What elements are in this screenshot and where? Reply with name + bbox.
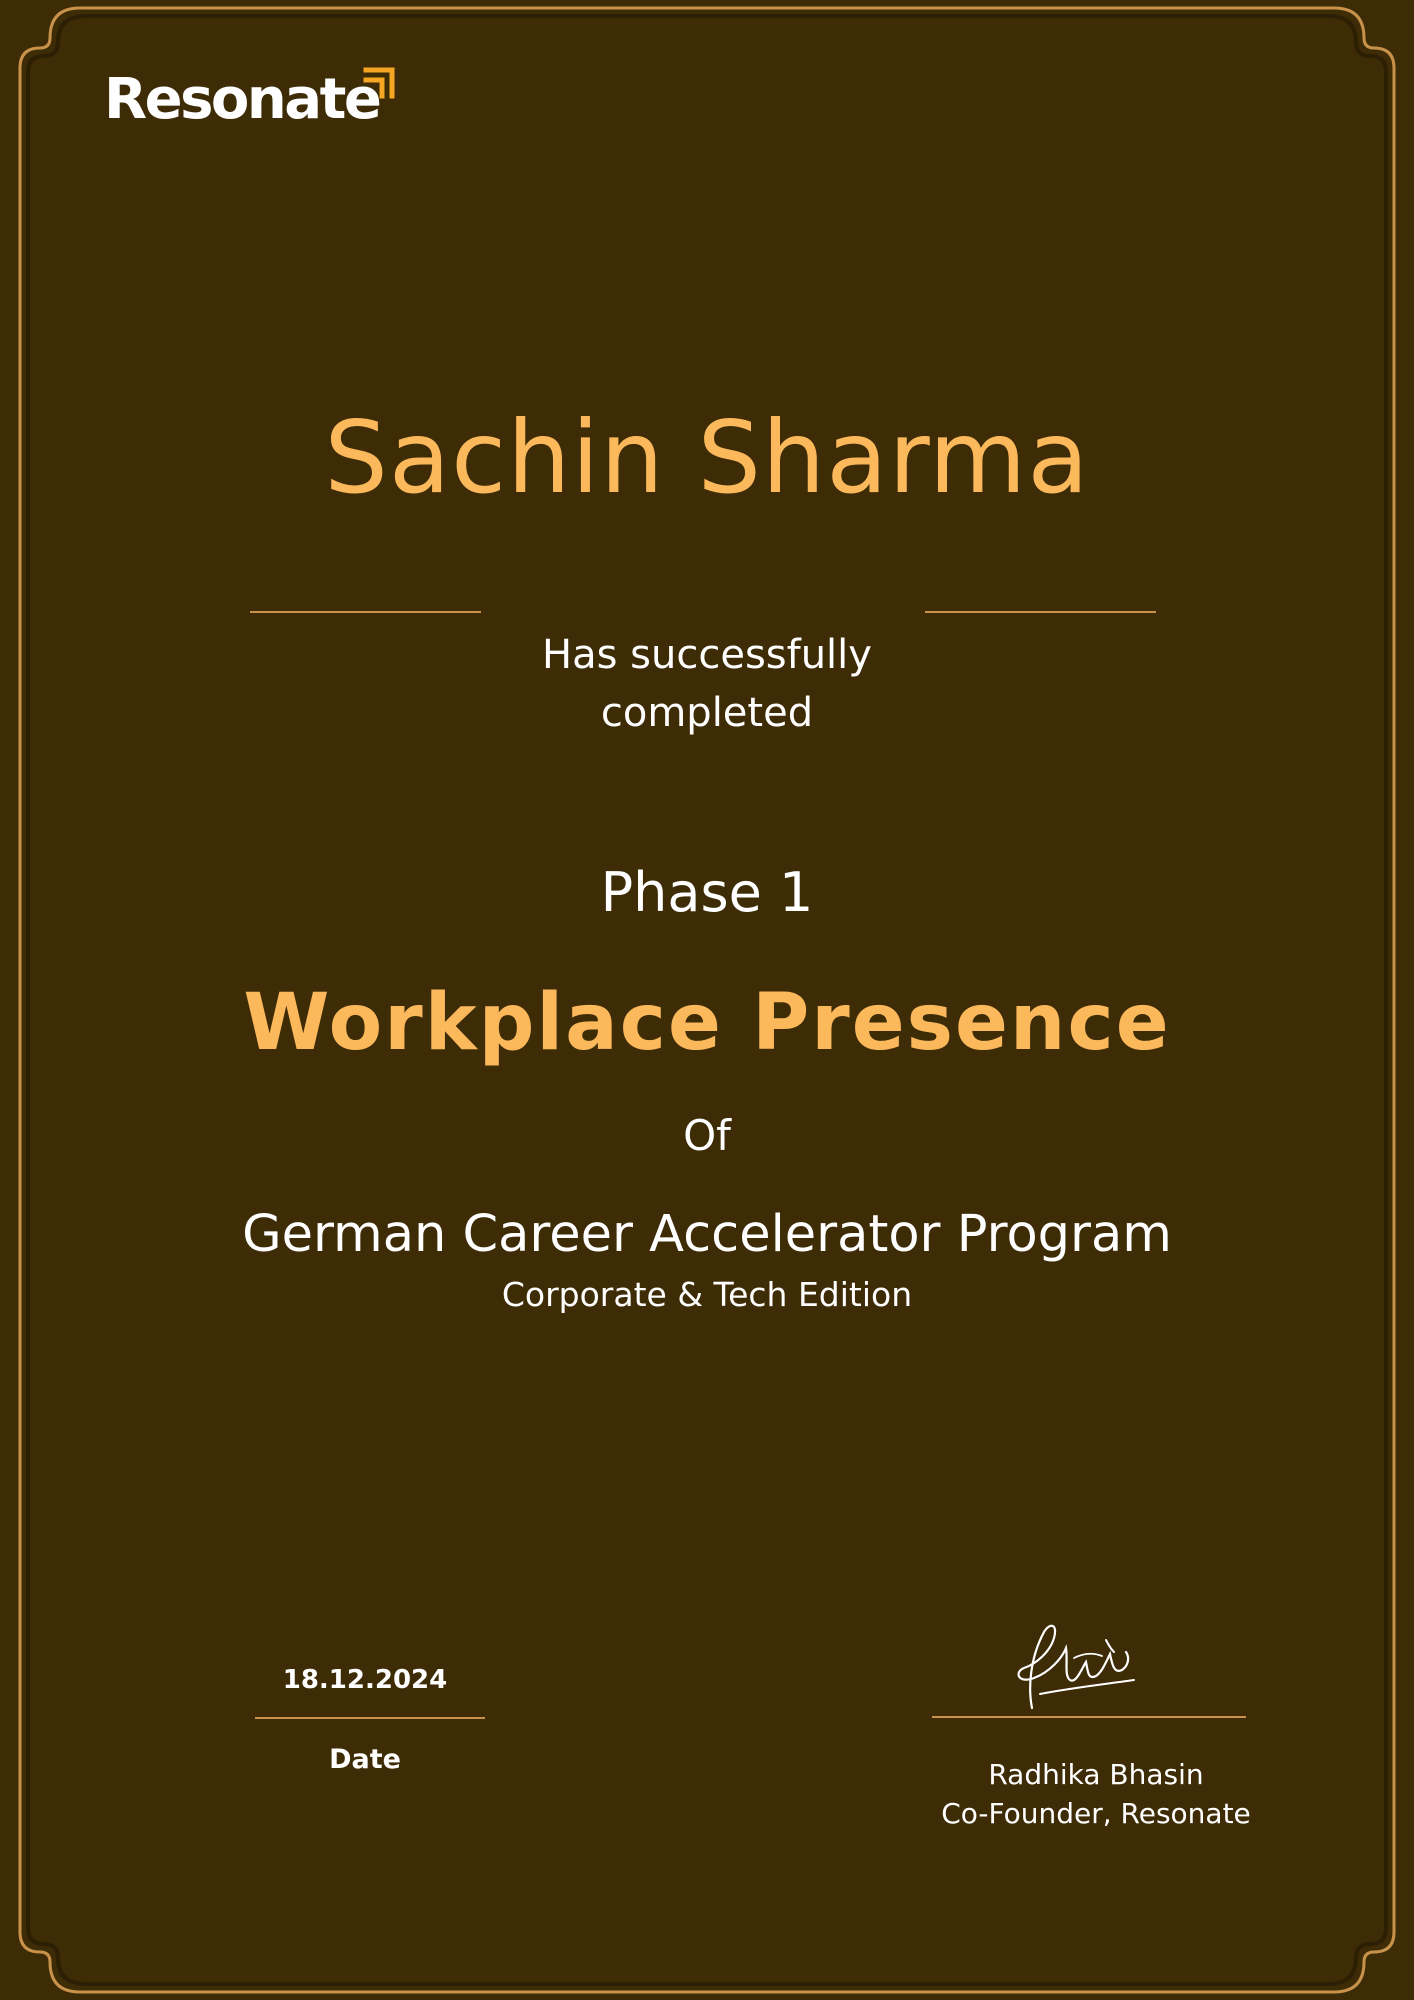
double-chevron-arrow-icon [362,66,396,100]
resonate-logo [104,66,404,146]
signer-name: Radhika Bhasin [988,1758,1204,1791]
connector-text: Of [683,1111,731,1160]
handwritten-signature [1010,1618,1140,1714]
signer-title: Co-Founder, Resonate [941,1797,1251,1830]
issue-date: 18.12.2024 [282,1665,448,1695]
module-title: Workplace Presence [243,978,1171,1068]
phase-label: Phase 1 [600,861,814,924]
date-underline [255,1717,485,1719]
signature-underline [932,1716,1246,1718]
recipient-name: Sachin Sharma [324,399,1090,516]
divider-right [925,611,1156,613]
program-name: German Career Accelerator Program [242,1205,1172,1264]
date-label: Date [329,1744,401,1775]
completion-statement: Has successfully completed [542,632,872,736]
divider-left [250,611,481,613]
program-edition: Corporate & Tech Edition [501,1275,913,1314]
logo-wordmark: Resonate [104,67,380,132]
